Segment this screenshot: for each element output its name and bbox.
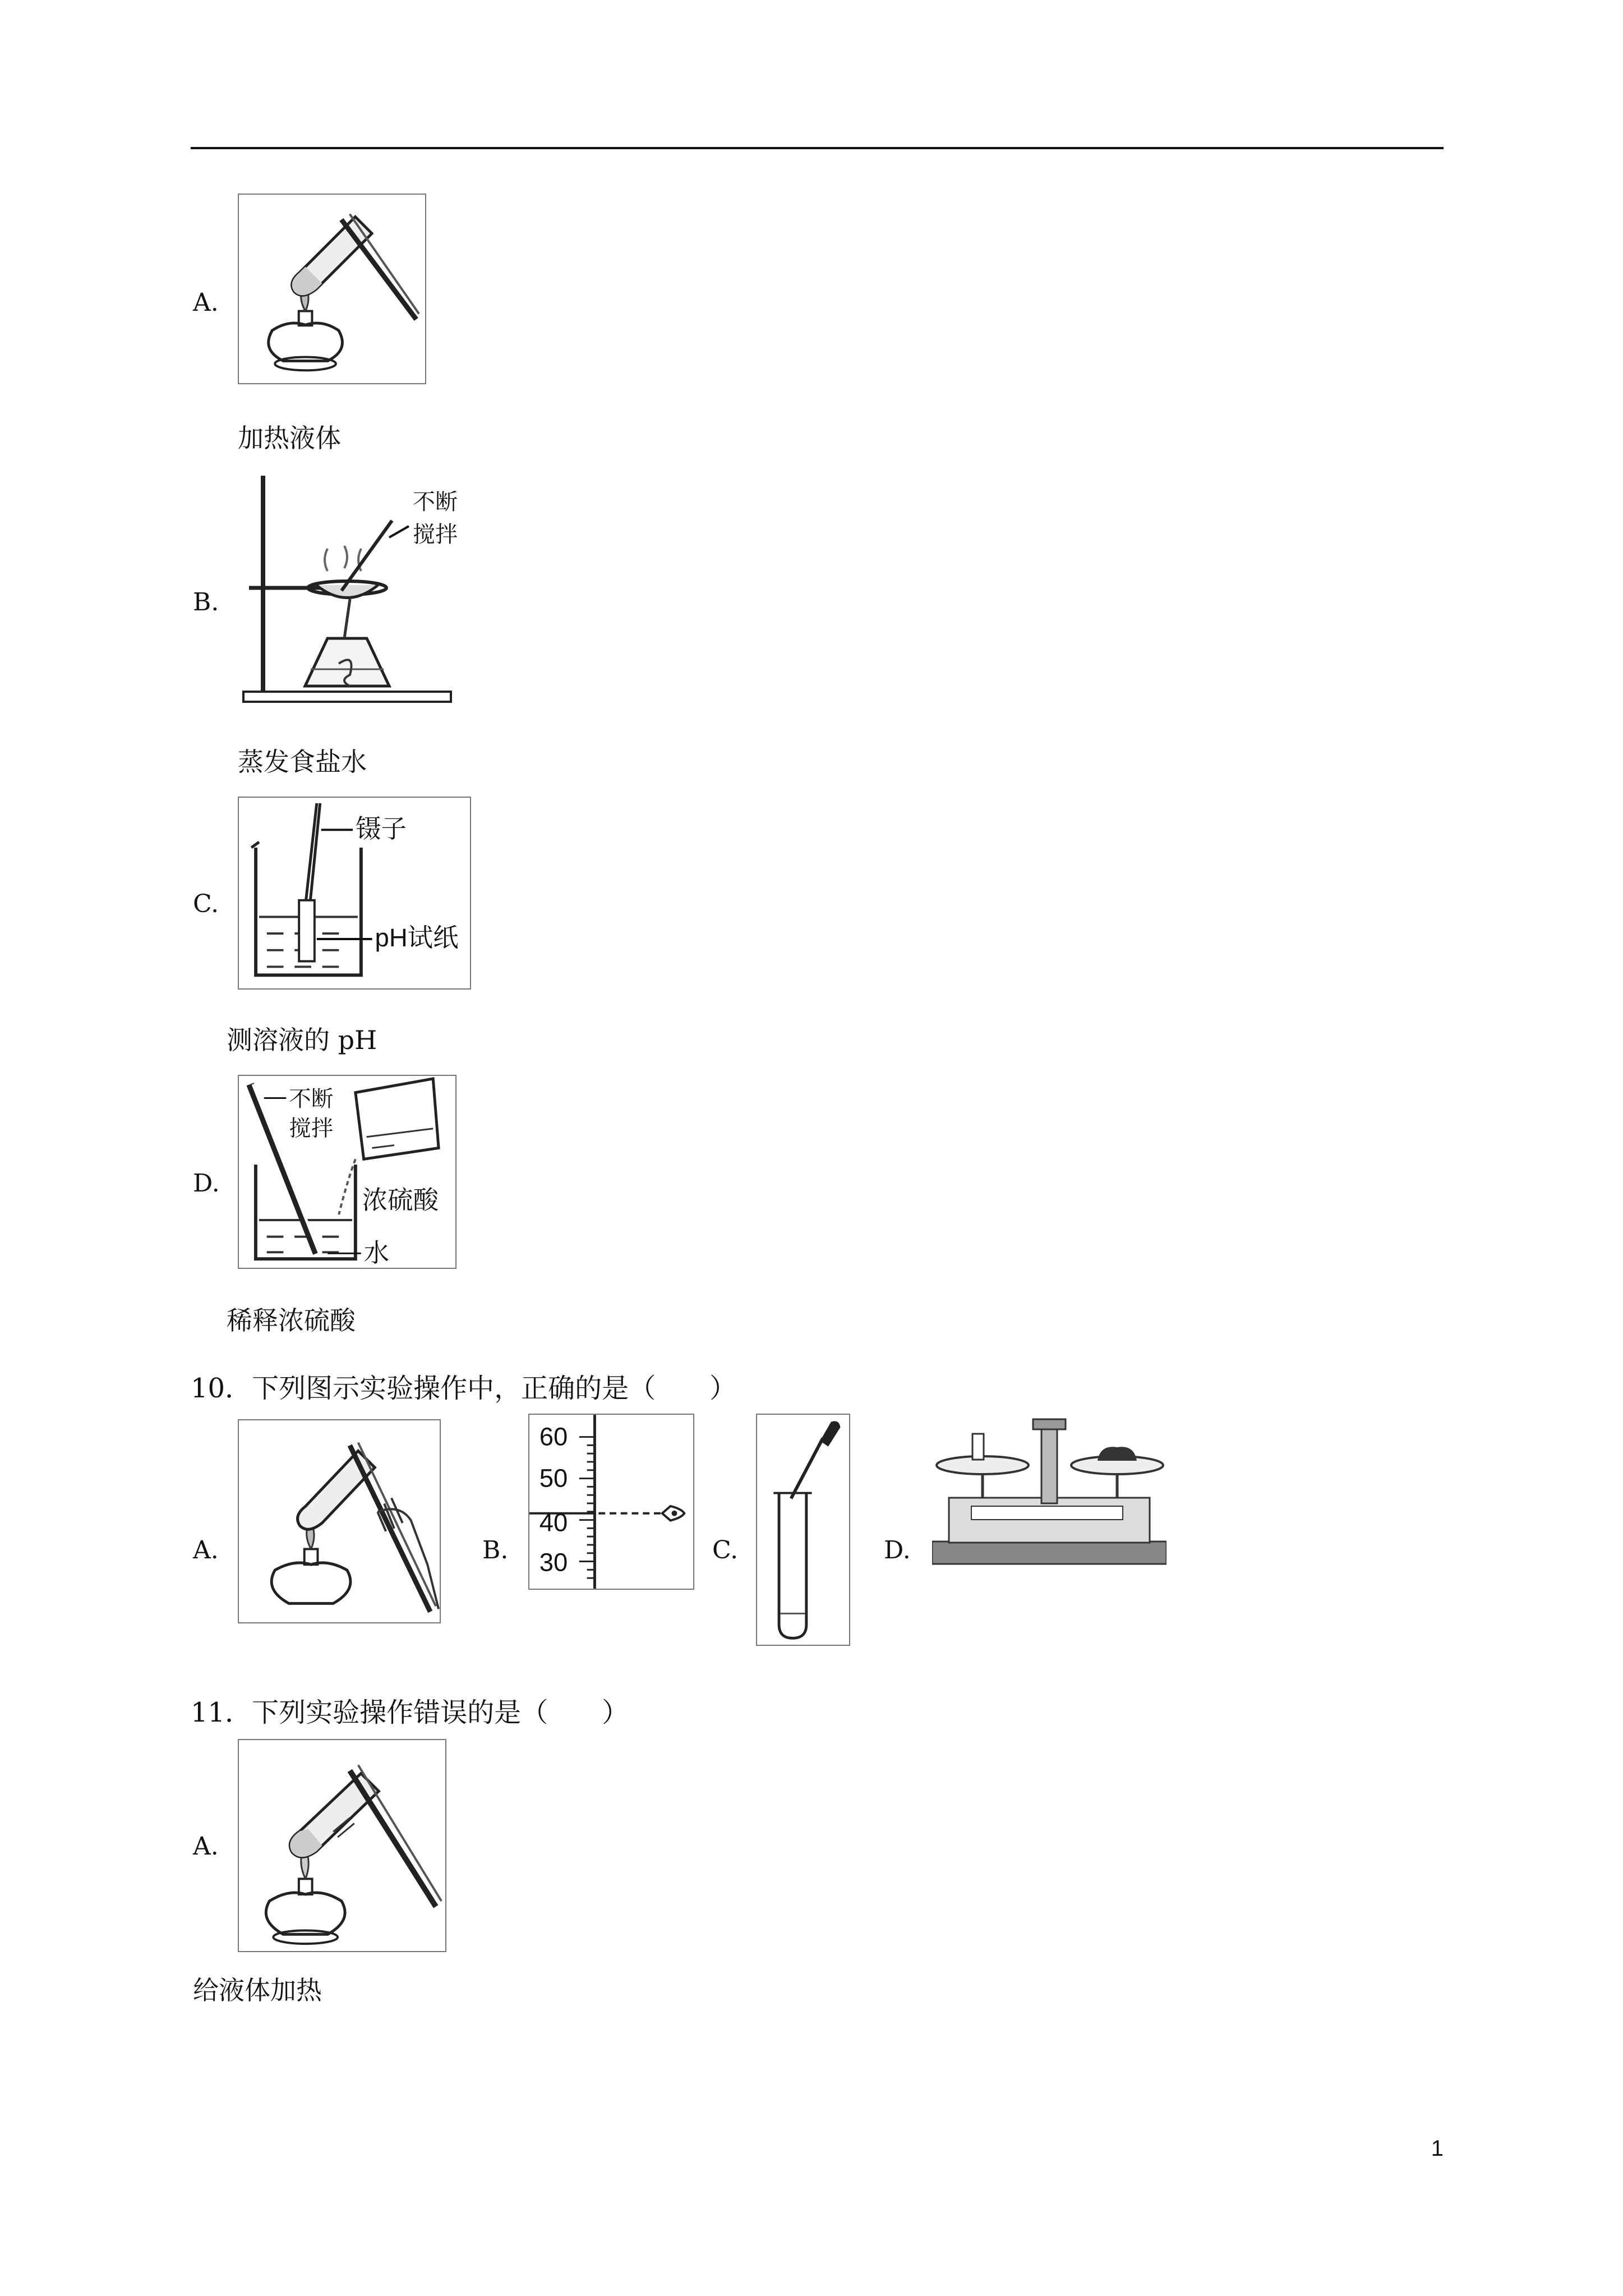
- q10-b-mark-50: 50: [539, 1464, 568, 1493]
- q9-option-c-caption: 测溶液的 pH: [227, 1025, 377, 1055]
- q9-d-label-acid: 浓硫酸: [362, 1186, 439, 1215]
- q9-b-label-stir-1: 不断: [413, 490, 458, 514]
- q11-option-a-letter: A.: [193, 1832, 219, 1861]
- q10-c-figure-dropper: [756, 1414, 850, 1646]
- q9-a-figure-heating-liquid: [238, 194, 426, 384]
- q9-option-d-caption: 稀释浓硫酸: [227, 1305, 356, 1336]
- q9-option-d-letter: D.: [193, 1169, 220, 1198]
- q9-c-figure-ph-test: [238, 797, 471, 990]
- q10-option-a-letter: A.: [193, 1536, 219, 1565]
- q10-b-figure-graduated-cylinder: [528, 1414, 694, 1590]
- q10-a-figure-heating-hand: [238, 1419, 441, 1623]
- q10-option-b-letter: B.: [482, 1536, 509, 1565]
- q9-d-figure-dilute-acid: [238, 1075, 457, 1269]
- q9-option-c-letter: C.: [193, 890, 219, 918]
- q9-option-b-caption: 蒸发食盐水: [238, 747, 367, 777]
- q9-b-figure-evaporation: [238, 470, 458, 708]
- q10-b-mark-30: 30: [539, 1548, 568, 1577]
- q11-question: 11．下列实验操作错误的是（ ）: [191, 1697, 629, 1728]
- q9-d-label-stir-1: 不断: [289, 1087, 334, 1112]
- q10-option-d-letter: D.: [884, 1536, 911, 1565]
- q10-b-mark-60: 60: [539, 1422, 568, 1451]
- q9-option-b-letter: B.: [193, 588, 219, 616]
- page-number: 1: [1431, 2136, 1444, 2161]
- q9-c-label-ph-paper: pH试纸: [375, 923, 459, 952]
- q9-option-a-letter: A.: [193, 288, 219, 317]
- q9-d-label-stir-2: 搅拌: [289, 1116, 334, 1141]
- q9-option-a-caption: 加热液体: [238, 423, 341, 453]
- q9-d-label-water: 水: [363, 1239, 390, 1268]
- q10-option-c-letter: C.: [712, 1536, 739, 1565]
- q10-question: 10．下列图示实验操作中，正确的是（ ）: [191, 1373, 737, 1404]
- q9-c-label-tweezers: 镊子: [355, 815, 407, 844]
- q10-b-mark-40: 40: [539, 1508, 568, 1537]
- header-rule: [191, 147, 1444, 149]
- q11-option-a-caption: 给液体加热: [193, 1975, 322, 2005]
- q10-d-figure-balance: [932, 1414, 1166, 1570]
- q9-b-label-stir-2: 搅拌: [413, 522, 458, 547]
- q11-a-figure-heating-liquid: [238, 1739, 446, 1952]
